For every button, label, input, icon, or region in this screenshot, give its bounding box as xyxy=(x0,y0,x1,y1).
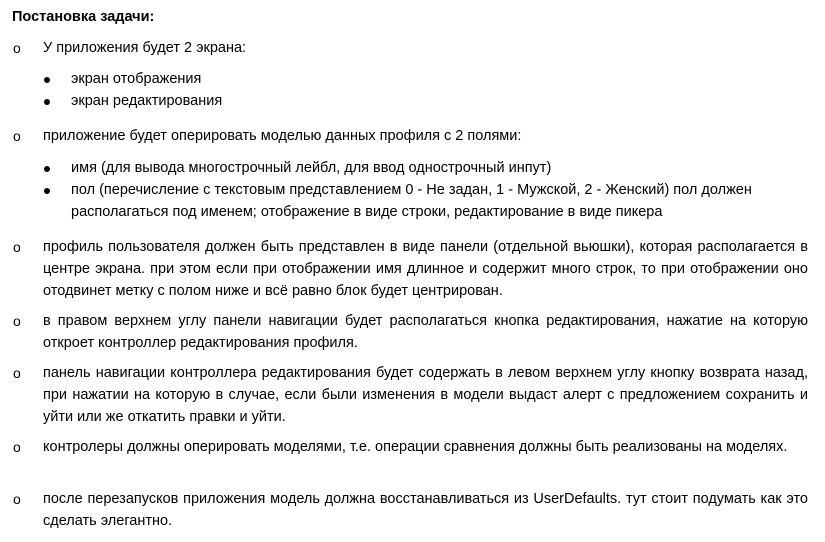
list-item-text: после перезапусков приложения модель должна восстанавливаться из UserDefaults. тут стоит подумать как это сделать элегантно. xyxy=(43,491,808,529)
list-marker: o xyxy=(13,491,21,507)
list-item-text: приложение будет оперировать моделью данных профиля с 2 полями: xyxy=(43,128,522,144)
list-marker: o xyxy=(13,439,21,455)
sublist-item-text: имя (для вывода многострочный лейбл, для ввод однострочный инпут) xyxy=(71,160,552,176)
list-item-text: панель навигации контроллера редактирования будет содержать в левом верхнем углу кнопку возврата назад, при нажатии на которую в случае, если были изменения в модели выдаст алерт с предложением сохранить и уйти или же откатить правки и уйти. xyxy=(43,365,808,425)
bullet-icon xyxy=(44,77,50,83)
list-item-text: контролеры должны оперировать моделями, т.е. операции сравнения должны быть реализованы на моделях. xyxy=(43,439,788,455)
sublist-item-text: пол (перечисление с текстовым представлением 0 - Не задан, 1 - Мужской, 2 - Женский) пол должен располагаться под именем; отображение в виде строки, редактирование в виде пикера xyxy=(71,182,752,220)
list-marker: o xyxy=(13,128,21,144)
bullet-icon xyxy=(44,166,50,172)
list-item-text: профиль пользователя должен быть представлен в виде панели (отдельной вьюшки), которая располагается в центре экрана. при этом если при отображении имя длинное и содержит много строк, то при отображении оно отодвинет метку с полом ниже и всё равно блок будет центрирован. xyxy=(43,239,808,299)
list-item-text: в правом верхнем углу панели навигации будет располагаться кнопка редактирования, нажатие на которую откроет контроллер редактирования профиля. xyxy=(43,313,808,351)
list-marker: o xyxy=(13,313,21,329)
list-marker: o xyxy=(13,40,21,56)
list-item-text: У приложения будет 2 экрана: xyxy=(43,40,247,56)
bullet-icon xyxy=(44,99,50,105)
bullet-icon xyxy=(44,188,50,194)
list-marker: o xyxy=(13,365,21,381)
sublist-item-text: экран редактирования xyxy=(71,93,223,109)
sublist-item-text: экран отображения xyxy=(71,71,202,87)
page-title: Постановка задачи: xyxy=(12,9,155,25)
list-marker: o xyxy=(13,239,21,255)
